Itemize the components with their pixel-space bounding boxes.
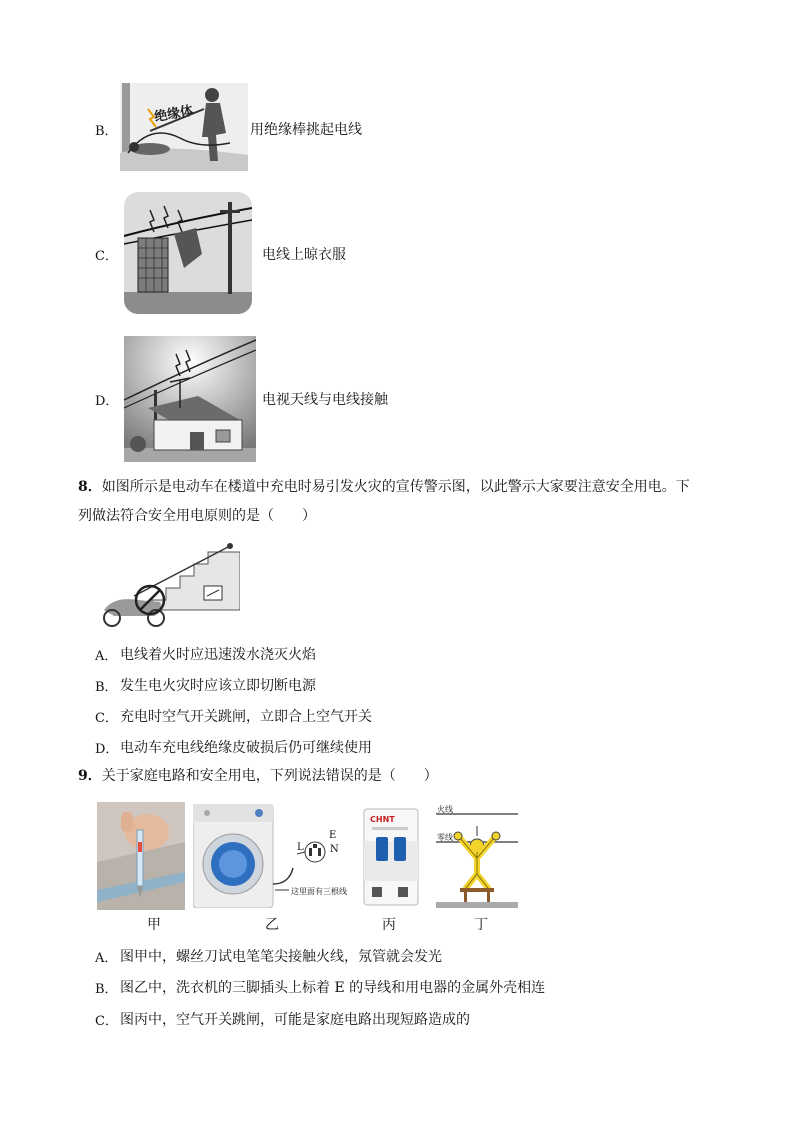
figure-q9-yi-washing-machine bbox=[193, 804, 353, 908]
question-9-stem-line bbox=[78, 762, 438, 790]
option-text-q7-c: 电线上晾衣服 bbox=[262, 247, 346, 263]
question-number-8: 8． bbox=[78, 479, 102, 495]
label-neutral-wire: 零线 bbox=[437, 833, 453, 842]
figure-q7-c-clothes-on-wire bbox=[124, 192, 252, 314]
figure-q9-ding-person-on-stool bbox=[436, 802, 518, 908]
option-text-q8-d: 电动车充电线绝缘皮破损后仍可继续使用 bbox=[120, 740, 372, 756]
figure-label-insulator: 绝缘体 bbox=[153, 103, 195, 126]
label-live-wire: 火线 bbox=[437, 805, 453, 814]
option-letter-q8-a: A． bbox=[95, 649, 118, 664]
label-three-wires: 这里面有三根线 bbox=[291, 887, 347, 896]
figure-q9-jia-test-pencil bbox=[97, 802, 185, 910]
option-letter-q9-c: C． bbox=[95, 1014, 118, 1029]
figure-q8-ebike-charging-stairwell bbox=[94, 540, 240, 630]
option-letter-q9-a: A． bbox=[95, 951, 118, 966]
option-text-q7-d: 电视天线与电线接触 bbox=[262, 392, 388, 408]
option-text-q9-c: 图丙中，空气开关跳闸，可能是家庭电路出现短路造成的 bbox=[120, 1012, 470, 1028]
question-8-stem-line2: 列做法符合安全用电原则的是（ ） bbox=[78, 508, 316, 524]
option-letter-q7-d: D． bbox=[95, 394, 119, 409]
brand-label: CHNT bbox=[370, 815, 395, 824]
figure-q7-d-antenna-touching-wire bbox=[124, 336, 256, 462]
option-letter-q8-c: C． bbox=[95, 711, 118, 726]
option-text-q9-b: 图乙中，洗衣机的三脚插头上标着 E 的导线和用电器的金属外壳相连 bbox=[120, 980, 546, 996]
figure-caption-jia: 甲 bbox=[147, 917, 161, 933]
question-8-stem-line1 bbox=[78, 473, 728, 501]
option-text-q8-a: 电线着火时应迅速泼水浇灭火焰 bbox=[120, 647, 316, 663]
figure-caption-yi: 乙 bbox=[265, 917, 279, 933]
question-9-stem-text: 关于家庭电路和安全用电，下列说法错误的是（ ） bbox=[101, 768, 438, 784]
figure-caption-bing: 丙 bbox=[382, 917, 396, 933]
option-text-q8-b: 发生电火灾时应该立即切断电源 bbox=[120, 678, 316, 694]
label-N: N bbox=[330, 844, 339, 855]
label-L: L bbox=[297, 842, 304, 853]
option-text-q9-a: 图甲中，螺丝刀试电笔笔尖接触火线，氖管就会发光 bbox=[120, 949, 442, 965]
label-E: E bbox=[329, 830, 337, 841]
figure-caption-ding: 丁 bbox=[474, 917, 488, 933]
option-letter-q8-d: D． bbox=[95, 742, 119, 757]
figure-q7-b-insulated-rod bbox=[120, 83, 248, 171]
option-letter-q9-b: B． bbox=[95, 982, 118, 997]
figure-q9-bing-air-switch bbox=[362, 807, 420, 907]
option-text-q8-c: 充电时空气开关跳闸，立即合上空气开关 bbox=[120, 709, 372, 725]
option-letter-q8-b: B． bbox=[95, 680, 118, 695]
option-letter-q7-b: B． bbox=[95, 124, 118, 139]
option-text-q7-b: 用绝缘棒挑起电线 bbox=[250, 122, 362, 138]
option-letter-q7-c: C． bbox=[95, 249, 118, 264]
question-8-stem-text-1: 如图所示是电动车在楼道中充电时易引发火灾的宣传警示图，以此警示大家要注意安全用电。下 bbox=[101, 479, 690, 495]
question-number-9: 9． bbox=[78, 768, 102, 784]
